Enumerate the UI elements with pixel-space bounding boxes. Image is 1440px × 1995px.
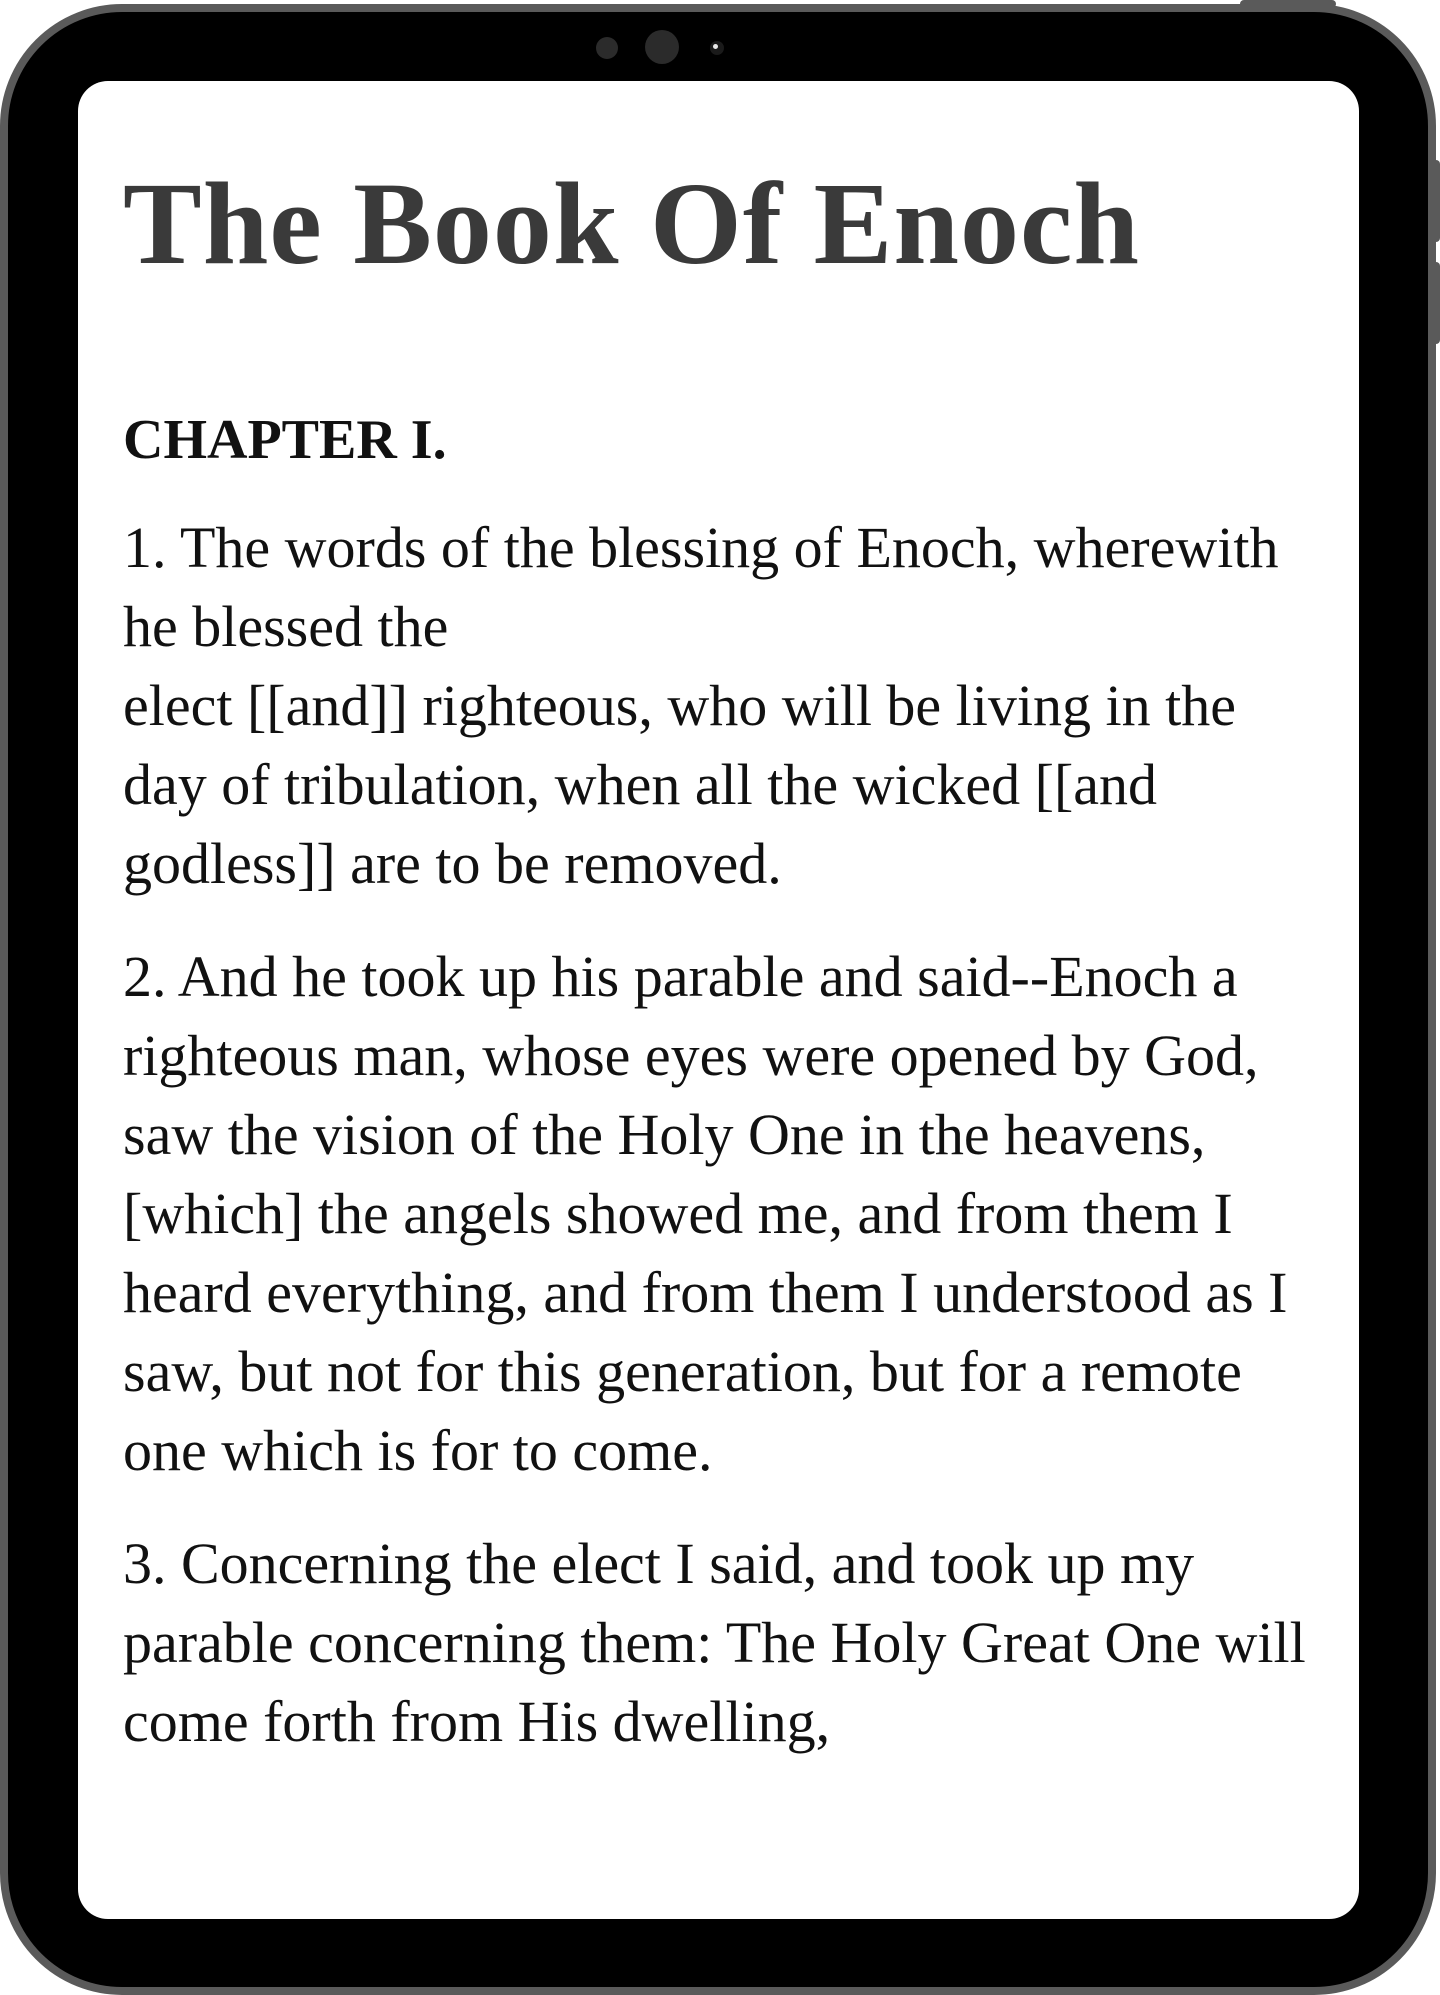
chapter-heading: CHAPTER I. (123, 408, 447, 471)
verse-line: 1. The words of the blessing of Enoch, wherewith he blessed the (123, 514, 1279, 659)
camera-lens-icon (710, 41, 724, 55)
sensor-icon (596, 37, 618, 59)
verse-paragraph (123, 508, 1323, 903)
volume-down-button (1432, 262, 1440, 344)
reader-screen[interactable] (78, 81, 1359, 1919)
reader-content (123, 81, 1323, 1761)
verse-paragraph: 2. And he took up his parable and said--Enoch a righteous man, whose eyes were opened by God, saw the vision of the Holy One in the heavens, [which] the angels showed me, and from them I heard everything, and from them I understood as I saw, but not for this generation, but for a remote one which is for to come. (123, 943, 1288, 1483)
camera-icon (645, 30, 679, 64)
volume-up-button (1432, 160, 1440, 242)
book-title: The Book Of Enoch (123, 158, 1140, 289)
power-button (1240, 0, 1336, 8)
verse-paragraph: 3. Concerning the elect I said, and took up my parable concerning them: The Holy Great One will come forth from His dwelling, (123, 1530, 1306, 1754)
verse-line: elect [[and]] righteous, who will be living in the day of tribulation, when all the wicked [[and godless]] are to be removed. (123, 672, 1236, 896)
